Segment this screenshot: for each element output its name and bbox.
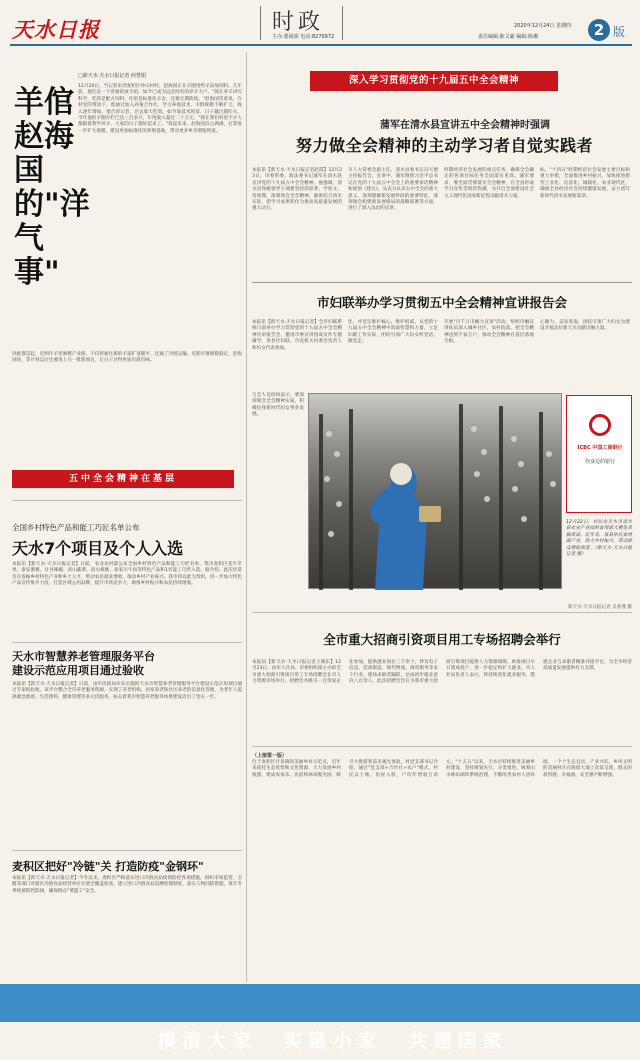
invest-body: 本报讯【新天水·天水日报记者王晓东】12月23日，由市人社局、市委组织部主办的全市重大招商引资项目用工专场招聘会在市人力资源市场举行。招聘会共吸引一百余家企业参加，提供就业岗位三千余个，涉及电子信息、装备制造、现代物流、商贸服务等多个行业。现场求职者踊跃，达成初步就业意向八百余人。此次招聘会旨在为我市重大招商引资项目提供人力资源保障，助推项目早日建成投产，进一步稳定和扩大就业。市人社局负责人表示，将持续优化就业服务，搭建企业与求职者精准对接平台，为全市经济高质量发展提供有力支撑。 [252, 660, 632, 685]
women-column-2: 化、并坚定维护核心、维护权威，从党的十九届五中全会精神中汲取智慧和力量，立足妇联工作实际，团结引领广大妇女听党话、跟党走。 [348, 320, 438, 345]
bottom-body: 位于麦积区甘泉镇的美丽乡村示范点，近年来依托生态优势和文化资源，大力发展乡村旅游，建成农家乐、民宿和休闲观光园，吸引大批游客前来观光体验。村党支部书记介绍，通过"党支部+合作社+农户"模式，村民以土地、房屋入股，户均年增收万余元。"十五五"以来，天水市持续推进美丽乡村建设，坚持规划先行、分类推进，统筹山水林田湖草系统治理，不断改善农村人居环境，一个个生态宜居、产业兴旺、乡风文明的美丽村庄在陇原大地上次第呈现，群众的获得感、幸福感、安全感不断增强。 [252, 760, 632, 778]
mushroom-greenhouse-photo [308, 393, 562, 589]
editors-line: 责任编辑:陈文豪 编辑:陈潮 [478, 34, 538, 40]
bank-ad-slogan: 你身边的银行 [584, 459, 615, 465]
editor-line: 主办:要闻部 电话:8270972 [272, 34, 335, 40]
invest-title: 全市重大招商引资项目用工专场招聘会举行 [323, 632, 561, 647]
news1-title: 天水7个项目及个人入选 [12, 539, 184, 558]
lead-column-4: 标，"十四五"时期经济社会发展主要目标和重大举措，全面推进乡村振兴，加快推进新型工业化、信息化、城镇化、农业现代化，确保全县经济社会持续健康发展，奋力谱写新时代清水发展新篇章。 [540, 168, 630, 199]
page-number-badge: 2 [588, 19, 610, 41]
page-suffix: 版 [613, 25, 626, 39]
women-tail-text: 与会人员纷纷表示，要深刻领会全会精神实质，积极投身新时代妇女事业发展。 [252, 393, 304, 418]
news1-kicker: 全国乡村特色产品和能工巧匠名单公布 [12, 523, 140, 532]
news3-title: 麦积区把好"冷链"关 打造防疫"金钢环" [12, 860, 204, 873]
feature-label: 五中全会精神在基层 [12, 470, 234, 488]
theme-banner: 深入学习贯彻党的十九届五中全会精神 [310, 71, 558, 91]
lead-column-1: 本报讯【新天水·天水日报记者赵霞】12月23日，市委常委、政法委书记蒲军在清水县宣讲党的十九届五中全会精神。他强调，清水县各级领导干部要坚持读原著、学原文、悟原理，深刻领会全会精神，紧密结合清水实际，把学习成果转化为推动高质量发展的强大动力。 [252, 168, 342, 212]
women-column-4: 心聚力、奋发进取，团结引领广大妇女为建设幸福美好新天水贡献巾帼力量。 [540, 320, 630, 332]
women-column-3: 开展"百千万巾帼大宣讲"活动，组织巾帼宣讲队伍深入城乡社区、农村院落，把全会精神送到千家万户，推动全会精神在基层落地生根。 [444, 320, 534, 345]
feature-body: 12月20日，当记者来到麦积区坪山村时，赵海国正在羊圈里给羊添加饲料。几年前，他还是一个普通的放羊倌，如今已成为远近闻名的养羊大户。"现在养羊讲究科学，吃的是配方饲料，住的是标准化羊舍，还要定期防疫。"赵海国笑着说。在村里的带动下，他通过加入养殖合作社，学习养殖技术，羊群规模不断扩大，收入逐年增加。他告诉记者，过去靠天吃饭，如今靠技术致富，日子越过越红火。今年他的羊圈存栏已达三百多只，年纯收入超过二十万元。"现在我们村里不少人都跟着我学养羊，大家的日子都好起来了。"说起未来，赵海国信心满满，打算进一步扩大规模，建设更加标准化的养殖基地，带动更多乡亲增收致富。 [78, 84, 242, 134]
photo-credit: 新天水·天水日报记者 吴春燕 摄 [567, 605, 632, 610]
news2-title: 天水市智慧养老管理服务平台 建设示范应用项目通过验收 [12, 650, 155, 677]
women-column-1: 本报讯【新天水·天水日报记者】全市妇联系统日前举办学习贯彻党的十九届五中全会精神宣讲报告会，邀请市委宣讲团成员作专题辅导，各县区妇联、市直机关妇委会负责人和妇女代表参加。 [252, 320, 342, 351]
photo-scene [309, 394, 563, 590]
feature-body-2: 到此都是起，近两年羊里修整产业路，不仅将通往街的羊道扩宽铺平，还通了冷链运输。近期羊群规模稳定，赵海国说，等开春以后还要再上马一批新项目，让日子过得更加有滋有味。 [12, 352, 242, 364]
bottom-kicker: （上接第一版） [252, 753, 288, 759]
masthead [0, 0, 640, 48]
feature-byline: □新天水·天水日报记者 何慧娟 [78, 73, 146, 79]
footer-banner: 摸清大家 实惠小家 共建国家 [0, 984, 640, 1022]
bank-ad-brand: ICBC 中国工商银行 [577, 445, 623, 451]
lead-column-3: 时期经济社会发展的重点任务，确保全会确定的各项目标任务全面落实见效。蒲军要求，要全面贯彻落实全会精神，在全县形成学习宣传贯彻的热潮，为开启全面建设社会主义现代化国家新征程贡献清水力量。 [444, 168, 534, 199]
news1-body: 本报讯【新天水·天水日报记者】日前，农业农村部公布全国乡村特色产品和能工巧匠名单，我市麦积区花牛苹果、秦安蜜桃、甘谷辣椒、武山蔬菜、清水核桃、张家川牛肉等特色产品和1名能工巧匠入选。据介绍，此次评选旨在发掘乡村特色产业和乡土人才，带动农民就业增收，推动乡村产业振兴。我市将以此为契机，进一步加大特色产品宣传推介力度，打造区域公用品牌，提升市场竞争力，助推乡村振兴和农民持续增收。 [12, 562, 242, 587]
lead-subtitle: 蒲军在清水县宣讲五中全会精神时强调 [380, 120, 550, 131]
feature-headline: 羊倌赵海国的"洋气事" [14, 85, 90, 290]
photo-caption: 12月22日，村民在天水市清水县农业产业园的食用菌大棚里采摘香菇。近年来，该县依托食用菌产业，助力乡村振兴，带动群众增收致富。（新天水·天水日报记者 摄） [566, 520, 632, 558]
news2-body: 本报讯【新天水·天水日报记者】日前，由市民政局牵头实施的天水市智慧养老管理服务平台建设示范应用项目通过专家组验收。该平台整合全市养老服务资源，实现了养老机构、居家养老和社区养老的信息化管理，为老年人提供紧急救助、生活照料、健康管理等多元化服务，标志着我市智慧养老服务体系建设迈出了坚实一步。 [12, 682, 242, 700]
date-line: 2020年12月24日 星期四 [514, 23, 572, 29]
section-title: 时政 [272, 10, 325, 35]
lead-column-2: 市人大常委会副主任、清水县委书记冯天德主持报告会。宣讲中，蒲军围绕习近平总书记在党的十九届五中全会上的重要讲话精神和规划《建议》，从充分认识五中全会的重大意义、深刻理解新发展阶段的重要特征、深刻领会构建新发展格局的战略部署等方面，进行了深入浅出的宣讲。 [348, 168, 438, 212]
bank-logo-icon [589, 414, 611, 436]
news2-body-extra [12, 752, 242, 844]
lead-title: 努力做全会精神的主动学习者自觉实践者 [295, 136, 593, 155]
newspaper-logo: 天水日报 [12, 17, 100, 42]
bank-ad [566, 395, 632, 513]
women-title: 市妇联举办学习贯彻五中全会精神宣讲报告会 [316, 295, 567, 310]
news3-body: 本报讯【新天水·天水日报记者】今冬以来，麦积区严格落实进口冷链食品疫情防控各项措施，组织市场监管、卫健等部门对辖区冷链食品经营单位开展全覆盖检查，建立进口冷链食品追溯管理制度，落实人物同防措施，筑牢冬季疫情防控防线，确保群众"菜篮子"安全。 [12, 876, 242, 894]
